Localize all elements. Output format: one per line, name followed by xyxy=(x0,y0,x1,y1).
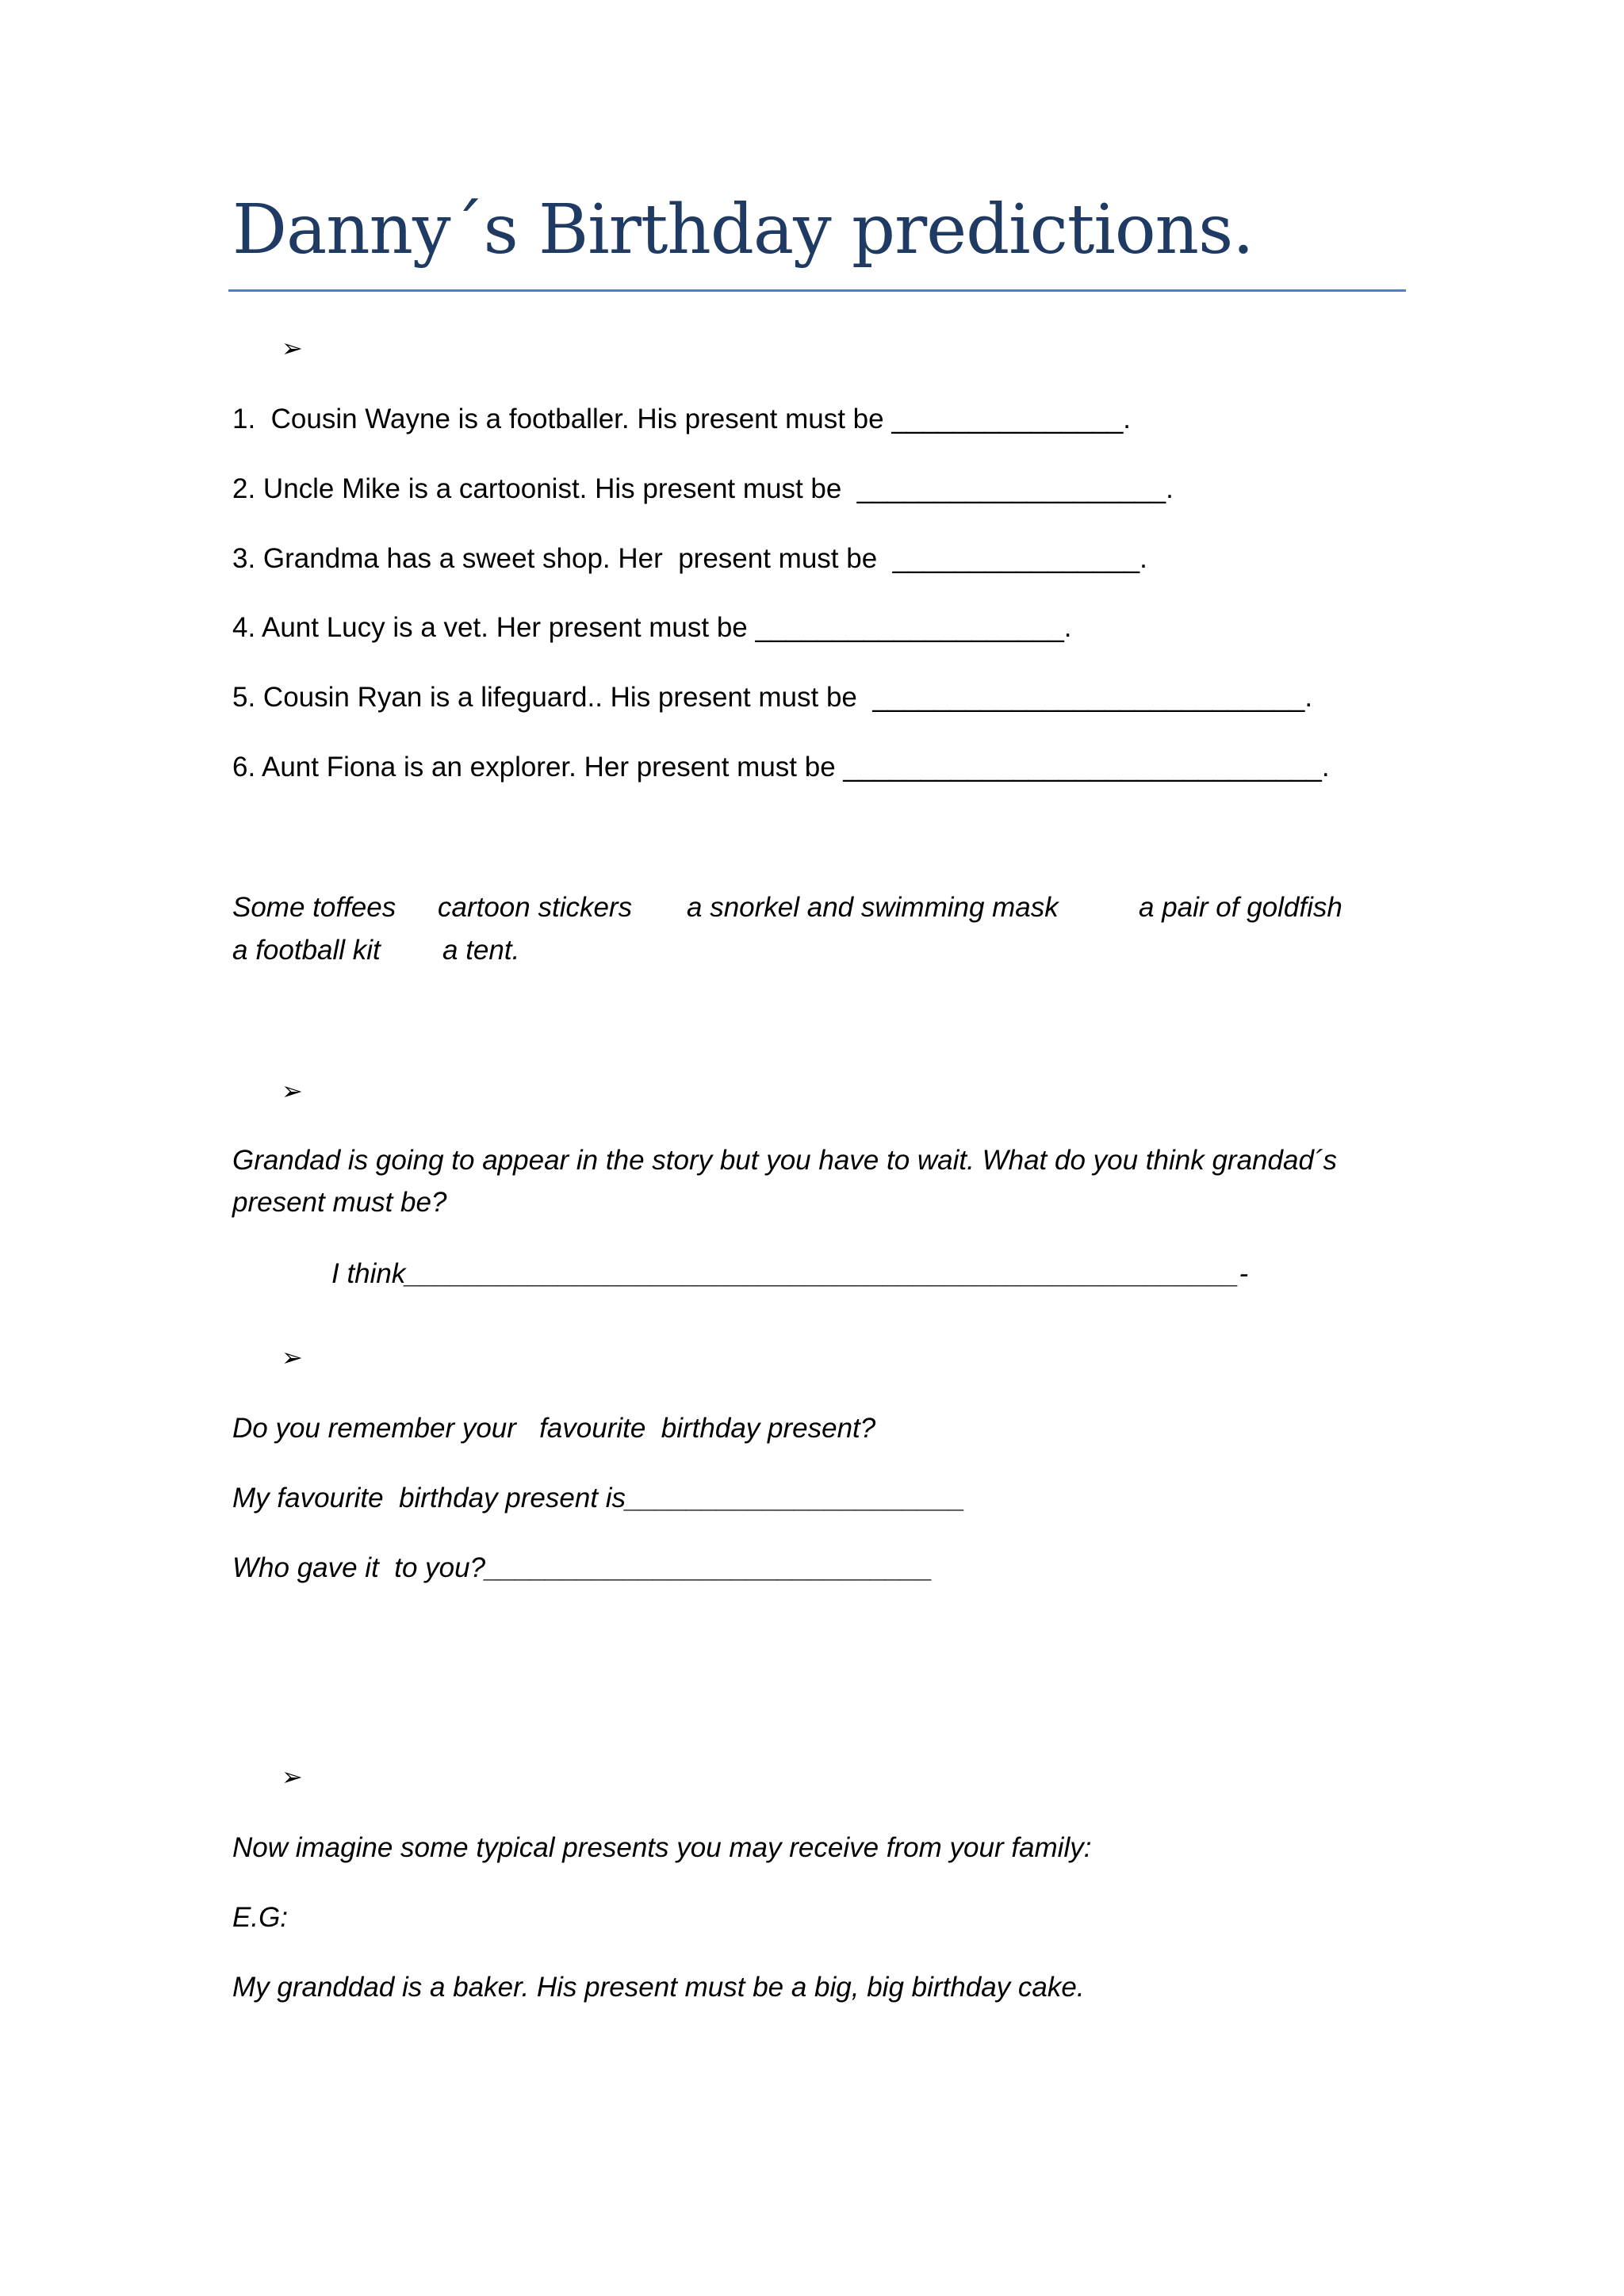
arrow-bullet-icon: ➢ xyxy=(282,1342,303,1372)
sentence-5: 5. Cousin Ryan is a lifeguard.. His present must be ____________________________. xyxy=(232,682,1313,713)
favourite-question: Do you remember your favourite birthday present? xyxy=(232,1413,876,1444)
grandad-question-line-1: Grandad is going to appear in the story but you have to wait. What do you think grandad´s xyxy=(232,1145,1338,1176)
option-goldfish: a pair of goldfish xyxy=(1139,892,1342,923)
sentence-3: 3. Grandma has a sweet shop. Her present must be ________________. xyxy=(232,543,1147,574)
grandad-answer-line: I think______________________________________________________- xyxy=(331,1258,1249,1289)
imagine-prompt: Now imagine some typical presents you may receive from your family: xyxy=(232,1832,1092,1863)
grandad-question-line-2: present must be? xyxy=(232,1187,447,1218)
eg-label: E.G: xyxy=(232,1902,289,1933)
option-snorkel: a snorkel and swimming mask xyxy=(687,892,1059,923)
favourite-present-line: My favourite birthday present is______________________ xyxy=(232,1483,966,1513)
option-tent: a tent. xyxy=(442,935,520,966)
example-sentence: My granddad is a baker. His present must be a big, big birthday cake. xyxy=(232,1972,1085,2003)
sentence-4: 4. Aunt Lucy is a vet. Her present must be ____________________. xyxy=(232,612,1072,643)
arrow-bullet-icon: ➢ xyxy=(282,1762,303,1792)
arrow-bullet-icon: ➢ xyxy=(282,1076,303,1106)
option-football-kit: a football kit xyxy=(232,935,381,966)
title-divider xyxy=(228,289,1406,292)
sentence-6: 6. Aunt Fiona is an explorer. Her present must be _______________________________. xyxy=(232,752,1330,783)
page-title: Danny´s Birthday predictions. xyxy=(232,190,1254,270)
arrow-bullet-icon: ➢ xyxy=(282,333,303,363)
sentence-1: 1. Cousin Wayne is a footballer. His present must be _______________. xyxy=(232,404,1132,434)
who-gave-it-line: Who gave it to you?_____________________________ xyxy=(232,1552,933,1583)
sentence-2: 2. Uncle Mike is a cartoonist. His present must be ____________________. xyxy=(232,473,1174,504)
option-cartoon-stickers: cartoon stickers xyxy=(438,892,633,923)
option-toffees: Some toffees xyxy=(232,892,396,923)
